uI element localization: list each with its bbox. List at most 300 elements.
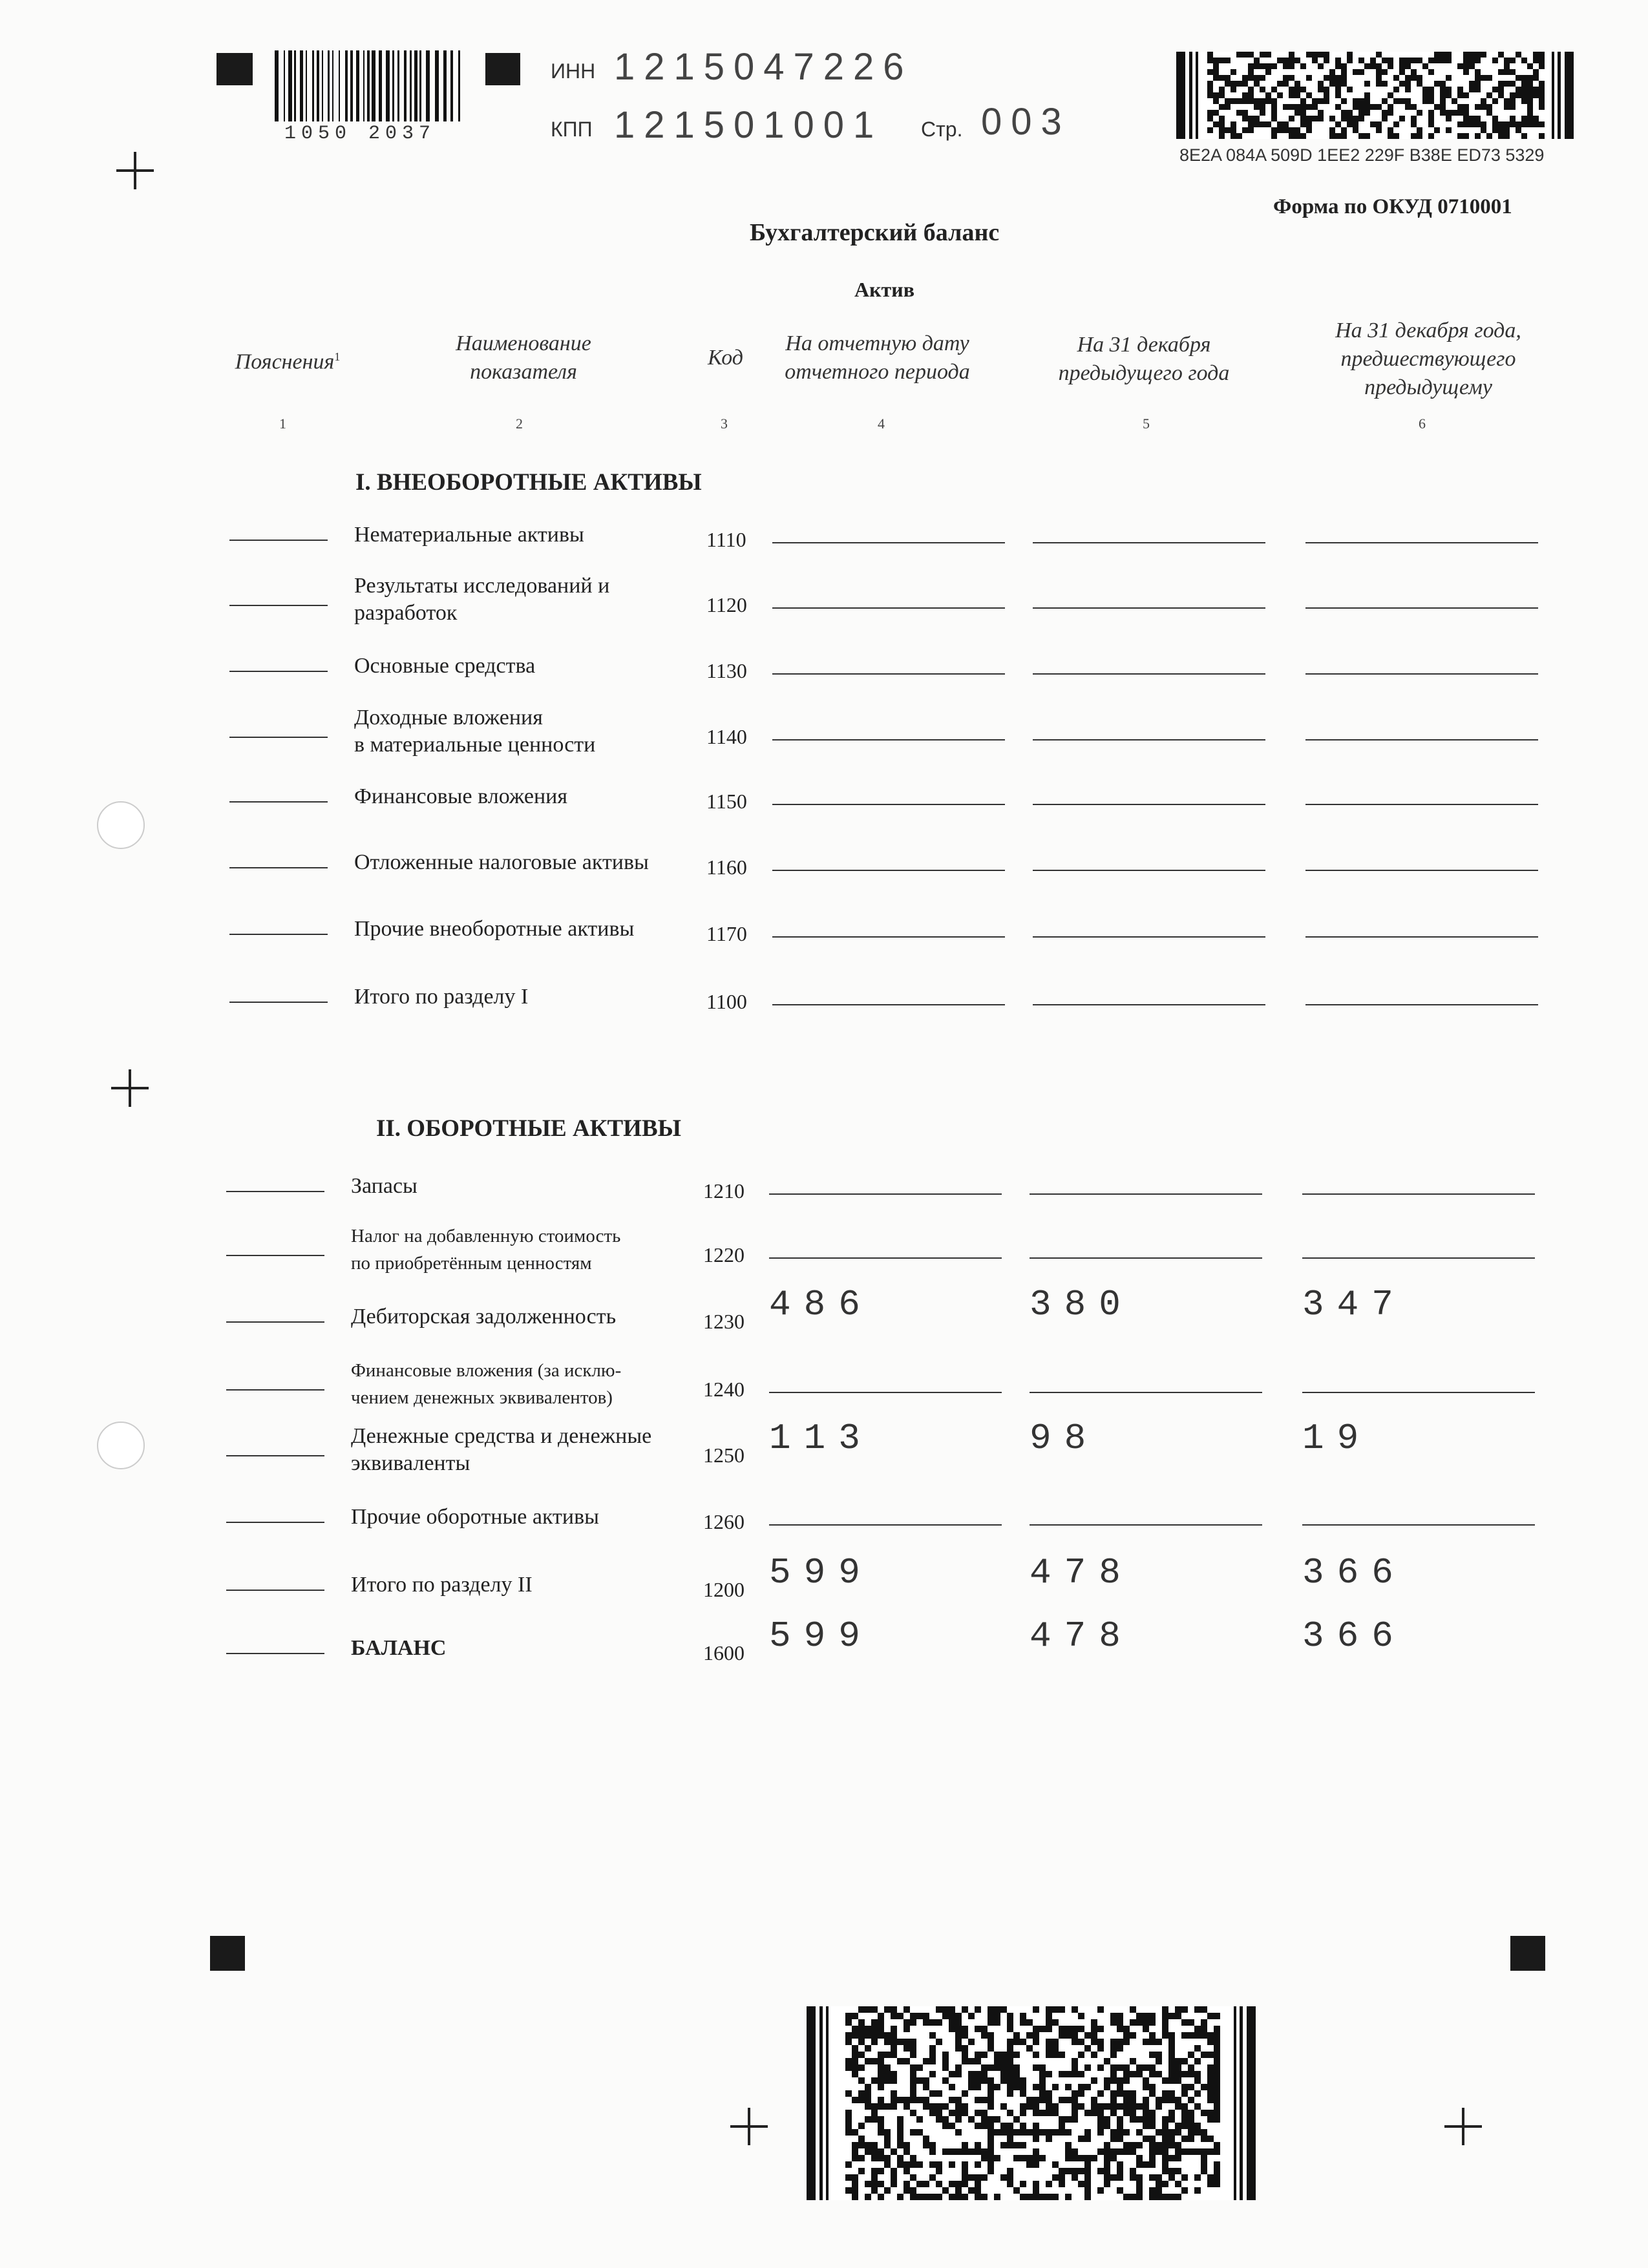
barcode-module bbox=[962, 2026, 968, 2032]
barcode-module bbox=[1072, 2006, 1078, 2013]
barcode-module bbox=[1097, 2039, 1104, 2045]
barcode-module bbox=[1376, 75, 1382, 81]
barcode-module bbox=[1388, 92, 1393, 98]
indicator-name-line1: Нематериальные активы bbox=[354, 523, 584, 547]
barcode-module bbox=[858, 2155, 865, 2161]
barcode-module bbox=[1078, 2136, 1084, 2142]
barcode-module bbox=[1300, 104, 1306, 110]
barcode-bar bbox=[322, 50, 323, 121]
barcode-module bbox=[845, 2090, 852, 2097]
indicator-name-line1: Доходные вложения bbox=[354, 706, 543, 730]
barcode-module bbox=[916, 2181, 923, 2187]
barcode-module bbox=[852, 2013, 858, 2019]
indicator-name-line1: Итого по разделу I bbox=[354, 985, 529, 1009]
barcode-module bbox=[1104, 2103, 1110, 2110]
barcode-module bbox=[981, 2077, 988, 2084]
barcode-module bbox=[1405, 87, 1411, 92]
barcode-module bbox=[1219, 92, 1225, 98]
barcode-module bbox=[845, 2013, 852, 2019]
barcode-module bbox=[1207, 2090, 1214, 2097]
barcode-module bbox=[865, 2097, 871, 2103]
barcode-module bbox=[975, 2174, 981, 2181]
barcode-module bbox=[975, 2148, 981, 2155]
barcode-module bbox=[1364, 81, 1370, 87]
barcode-module bbox=[1422, 63, 1428, 69]
barcode-module bbox=[981, 2110, 988, 2116]
barcode-module bbox=[1117, 2187, 1123, 2194]
barcode-module bbox=[1481, 75, 1486, 81]
barcode-module bbox=[1306, 121, 1312, 127]
barcode-module bbox=[1481, 121, 1486, 127]
barcode-module bbox=[903, 2103, 910, 2110]
matrix-barcode-bottom bbox=[807, 2006, 1256, 2200]
barcode-module bbox=[1123, 2148, 1130, 2155]
barcode-module bbox=[1201, 2136, 1207, 2142]
col-header-notes-text: Пояснения bbox=[235, 350, 335, 374]
barcode-module bbox=[891, 2032, 897, 2039]
barcode-module bbox=[1422, 98, 1428, 104]
barcode-module bbox=[1033, 2136, 1039, 2142]
col-header-notes bbox=[223, 342, 352, 376]
barcode-module bbox=[878, 2168, 884, 2174]
barcode-module bbox=[1188, 2032, 1194, 2039]
barcode-module bbox=[1533, 69, 1539, 75]
barcode-module bbox=[955, 2103, 962, 2110]
barcode-module bbox=[1516, 87, 1521, 92]
barcode-module bbox=[1248, 116, 1254, 121]
barcode-module bbox=[1271, 110, 1277, 116]
barcode-module bbox=[1046, 2181, 1052, 2187]
barcode-module bbox=[891, 2039, 897, 2045]
barcode-module bbox=[1399, 81, 1405, 87]
barcode-module bbox=[1388, 104, 1393, 110]
barcode-module bbox=[1225, 98, 1231, 104]
barcode-module bbox=[1000, 2058, 1007, 2064]
barcode-module bbox=[1156, 2148, 1162, 2155]
barcode-module bbox=[1168, 2116, 1175, 2123]
barcode-module bbox=[1130, 2090, 1136, 2097]
barcode-module bbox=[1181, 2090, 1188, 2097]
indicator-code: 1170 bbox=[706, 922, 747, 945]
barcode-module bbox=[865, 2116, 871, 2123]
barcode-module bbox=[975, 2071, 981, 2077]
barcode-bar bbox=[397, 50, 399, 121]
empty-value-line bbox=[1305, 870, 1538, 871]
barcode-module bbox=[1059, 2116, 1065, 2123]
barcode-module bbox=[1013, 2052, 1020, 2058]
barcode-module bbox=[1033, 2194, 1039, 2200]
barcode-module bbox=[1533, 92, 1539, 98]
indicator-name-line1: Дебиторская задолженность bbox=[351, 1305, 617, 1328]
barcode-module bbox=[1527, 110, 1533, 116]
barcode-module bbox=[1382, 116, 1388, 121]
empty-value-line bbox=[1030, 1392, 1262, 1393]
col-header-name bbox=[414, 330, 633, 386]
barcode-module bbox=[1000, 2103, 1007, 2110]
barcode-module bbox=[910, 2052, 916, 2058]
barcode-module bbox=[1347, 87, 1353, 92]
barcode-module bbox=[1110, 2045, 1117, 2052]
barcode-module bbox=[1463, 92, 1469, 98]
barcode-module bbox=[1007, 2174, 1013, 2181]
barcode-module bbox=[1013, 2116, 1020, 2123]
barcode-module bbox=[1393, 133, 1399, 139]
barcode-module bbox=[1533, 121, 1539, 127]
barcode-module bbox=[1052, 2174, 1059, 2181]
barcode-module bbox=[1065, 2116, 1072, 2123]
barcode-module bbox=[1039, 2110, 1046, 2116]
barcode-module bbox=[1242, 127, 1248, 133]
barcode-module bbox=[1052, 2194, 1059, 2200]
indicator-name-line2: чением денежных эквивалентов) bbox=[351, 1387, 613, 1408]
barcode-module bbox=[1498, 121, 1504, 127]
barcode-module bbox=[955, 2148, 962, 2155]
barcode-module bbox=[1335, 87, 1341, 92]
barcode-module bbox=[1117, 2013, 1123, 2019]
barcode-module bbox=[962, 2103, 968, 2110]
barcode-module bbox=[1007, 2039, 1013, 2045]
col-header-code bbox=[695, 344, 756, 372]
barcode-module bbox=[1475, 75, 1481, 81]
barcode-module bbox=[865, 2045, 871, 2052]
barcode-module bbox=[1149, 2187, 1156, 2194]
barcode-module bbox=[1434, 127, 1440, 133]
barcode-module bbox=[1104, 2123, 1110, 2129]
barcode-module bbox=[1417, 133, 1422, 139]
barcode-module bbox=[1072, 2148, 1078, 2155]
barcode-module bbox=[1492, 87, 1498, 92]
empty-value-line bbox=[1033, 1004, 1265, 1005]
barcode-module bbox=[897, 2155, 903, 2161]
barcode-module bbox=[1516, 92, 1521, 98]
barcode-module bbox=[1265, 69, 1271, 75]
barcode-module bbox=[1219, 116, 1225, 121]
barcode-module bbox=[942, 2006, 949, 2013]
barcode-module bbox=[1440, 92, 1446, 98]
barcode-module bbox=[1143, 2064, 1149, 2071]
barcode-module bbox=[994, 2084, 1000, 2090]
barcode-module bbox=[1260, 121, 1265, 127]
barcode-module bbox=[891, 2097, 897, 2103]
barcode-module bbox=[1533, 52, 1539, 58]
col-header-prevprev-l3: предыдущему bbox=[1364, 375, 1492, 399]
barcode-module bbox=[1168, 2174, 1175, 2181]
barcode-module bbox=[1020, 2090, 1026, 2097]
empty-value-line bbox=[1305, 936, 1538, 938]
barcode-module bbox=[1521, 121, 1527, 127]
barcode-module bbox=[1156, 2103, 1162, 2110]
barcode-module bbox=[1405, 58, 1411, 63]
barcode-module bbox=[1020, 2013, 1026, 2019]
empty-value-line bbox=[772, 936, 1005, 938]
barcode-module bbox=[968, 2174, 975, 2181]
barcode-module bbox=[1162, 2168, 1168, 2174]
barcode-module bbox=[916, 2116, 923, 2123]
barcode-guard-bar bbox=[1196, 52, 1198, 139]
barcode-module bbox=[1335, 133, 1341, 139]
barcode-module bbox=[1143, 2110, 1149, 2116]
barcode-module bbox=[1130, 2103, 1136, 2110]
barcode-module bbox=[955, 2071, 962, 2077]
barcode-module bbox=[1324, 75, 1329, 81]
kpp-value: 121501001 bbox=[614, 104, 883, 146]
barcode-module bbox=[1026, 2194, 1033, 2200]
barcode-module bbox=[1072, 2090, 1078, 2097]
barcode-module bbox=[865, 2142, 871, 2148]
barcode-module bbox=[1110, 2077, 1117, 2084]
barcode-module bbox=[1504, 81, 1510, 87]
barcode-module bbox=[1521, 133, 1527, 139]
barcode-module bbox=[1143, 2136, 1149, 2142]
barcode-module bbox=[1214, 2077, 1220, 2084]
barcode-module bbox=[1007, 2013, 1013, 2019]
barcode-module bbox=[1254, 104, 1260, 110]
empty-value-line bbox=[769, 1193, 1002, 1195]
barcode-module bbox=[1052, 2039, 1059, 2045]
barcode-module bbox=[903, 2039, 910, 2045]
barcode-module bbox=[1236, 98, 1242, 104]
barcode-module bbox=[1399, 58, 1405, 63]
barcode-guard-bar bbox=[1565, 52, 1574, 139]
barcode-module bbox=[1084, 2032, 1091, 2039]
barcode-module bbox=[1370, 63, 1376, 69]
barcode-module bbox=[1283, 121, 1289, 127]
barcode-module bbox=[1162, 2019, 1168, 2026]
col-number-2: 2 bbox=[516, 415, 523, 432]
barcode-module bbox=[1156, 2058, 1162, 2064]
barcode-module bbox=[1347, 52, 1353, 58]
barcode-module bbox=[1353, 98, 1358, 104]
barcode-module bbox=[1388, 63, 1393, 69]
barcode-module bbox=[1364, 98, 1370, 104]
barcode-module bbox=[1078, 2071, 1084, 2077]
barcode-module bbox=[871, 2110, 878, 2116]
barcode-module bbox=[1358, 98, 1364, 104]
barcode-module bbox=[1422, 87, 1428, 92]
barcode-module bbox=[1188, 2110, 1194, 2116]
barcode-module bbox=[1104, 2142, 1110, 2148]
barcode-module bbox=[1516, 52, 1521, 58]
barcode-module bbox=[1521, 92, 1527, 98]
barcode-module bbox=[923, 2181, 929, 2187]
barcode-module bbox=[1065, 2168, 1072, 2174]
barcode-module bbox=[1446, 116, 1452, 121]
empty-value-line bbox=[1305, 804, 1538, 805]
barcode-module bbox=[878, 2019, 884, 2026]
kpp-label: КПП bbox=[551, 118, 593, 141]
barcode-module bbox=[1039, 2064, 1046, 2071]
matrix-barcode-top bbox=[1176, 52, 1574, 139]
barcode-module bbox=[1434, 52, 1440, 58]
barcode-module bbox=[1527, 87, 1533, 92]
barcode-module bbox=[1007, 2090, 1013, 2097]
barcode-module bbox=[1007, 2084, 1013, 2090]
barcode-module bbox=[1207, 2148, 1214, 2155]
barcode-module bbox=[1452, 110, 1457, 116]
barcode-module bbox=[1020, 2181, 1026, 2187]
value-v6: 366 bbox=[1302, 1615, 1406, 1657]
barcode-module bbox=[1013, 2032, 1020, 2039]
barcode-module bbox=[1059, 2052, 1065, 2058]
barcode-module bbox=[1149, 2136, 1156, 2142]
barcode-bar bbox=[363, 50, 364, 121]
barcode-module bbox=[1026, 2129, 1033, 2136]
empty-value-line bbox=[1033, 739, 1265, 740]
barcode-module bbox=[929, 2142, 936, 2148]
col-header-current bbox=[763, 330, 992, 386]
notes-blank bbox=[229, 540, 328, 541]
barcode-module bbox=[858, 2142, 865, 2148]
barcode-module bbox=[1181, 2187, 1188, 2194]
barcode-module bbox=[1046, 2129, 1052, 2136]
barcode-module bbox=[1046, 2013, 1052, 2019]
barcode-module bbox=[1026, 2155, 1033, 2161]
barcode-module bbox=[1117, 2039, 1123, 2045]
barcode-module bbox=[1072, 2071, 1078, 2077]
barcode-module bbox=[1084, 2129, 1091, 2136]
barcode-module bbox=[1510, 81, 1516, 87]
barcode-module bbox=[1162, 2161, 1168, 2168]
barcode-module bbox=[1091, 2103, 1097, 2110]
barcode-module bbox=[1117, 2168, 1123, 2174]
barcode-module bbox=[1136, 2161, 1143, 2168]
barcode-module bbox=[1289, 75, 1294, 81]
barcode-module bbox=[1084, 2110, 1091, 2116]
barcode-module bbox=[1078, 2168, 1084, 2174]
barcode-module bbox=[1188, 2116, 1194, 2123]
barcode-module bbox=[1104, 2084, 1110, 2090]
barcode-module bbox=[1434, 58, 1440, 63]
barcode-module bbox=[936, 2019, 942, 2026]
barcode-module bbox=[1026, 2032, 1033, 2039]
barcode-module bbox=[1149, 2032, 1156, 2039]
barcode-module bbox=[1149, 2155, 1156, 2161]
barcode-module bbox=[955, 2039, 962, 2045]
barcode-module bbox=[1539, 104, 1545, 110]
barcode-module bbox=[884, 2161, 891, 2168]
barcode-module bbox=[1194, 2148, 1201, 2155]
barcode-module bbox=[1065, 2026, 1072, 2032]
indicator-name-line1: Прочие внеоборотные активы bbox=[354, 917, 635, 941]
barcode-module bbox=[1254, 75, 1260, 81]
barcode-module bbox=[1388, 110, 1393, 116]
barcode-module bbox=[910, 2129, 916, 2136]
barcode-module bbox=[1527, 98, 1533, 104]
barcode-module bbox=[1214, 2071, 1220, 2077]
barcode-module bbox=[962, 2142, 968, 2148]
barcode-module bbox=[1242, 52, 1248, 58]
barcode-module bbox=[1033, 2052, 1039, 2058]
barcode-module bbox=[1236, 110, 1242, 116]
barcode-module bbox=[975, 2194, 981, 2200]
barcode-module bbox=[1175, 2155, 1181, 2161]
barcode-module bbox=[1347, 110, 1353, 116]
barcode-module bbox=[936, 2039, 942, 2045]
barcode-module bbox=[1225, 58, 1231, 63]
barcode-guard-bar bbox=[807, 2006, 816, 2200]
barcode-module bbox=[897, 2161, 903, 2168]
barcode-module bbox=[968, 2058, 975, 2064]
empty-value-line bbox=[1305, 1004, 1538, 1005]
barcode-module bbox=[994, 2116, 1000, 2123]
barcode-module bbox=[955, 2129, 962, 2136]
barcode-module bbox=[1475, 52, 1481, 58]
barcode-module bbox=[910, 2071, 916, 2077]
barcode-module bbox=[1214, 2097, 1220, 2103]
barcode-module bbox=[1156, 2039, 1162, 2045]
barcode-module bbox=[1347, 116, 1353, 121]
barcode-module bbox=[1143, 2084, 1149, 2090]
barcode-module bbox=[1527, 81, 1533, 87]
barcode-module bbox=[1300, 110, 1306, 116]
barcode-module bbox=[871, 2155, 878, 2161]
barcode-module bbox=[1046, 2090, 1052, 2097]
barcode-module bbox=[1236, 81, 1242, 87]
barcode-module bbox=[1312, 98, 1318, 104]
barcode-module bbox=[1347, 58, 1353, 63]
barcode-module bbox=[1411, 69, 1417, 75]
barcode-module bbox=[1007, 2052, 1013, 2058]
barcode-module bbox=[1104, 2148, 1110, 2155]
indicator-code: 1100 bbox=[706, 990, 747, 1013]
barcode-module bbox=[1175, 2006, 1181, 2013]
barcode-module bbox=[936, 2103, 942, 2110]
barcode-module bbox=[929, 2194, 936, 2200]
barcode-module bbox=[1207, 110, 1213, 116]
notes-blank bbox=[226, 1653, 324, 1654]
indicator-code: 1150 bbox=[706, 790, 747, 813]
barcode-module bbox=[1213, 75, 1219, 81]
barcode-module bbox=[949, 2110, 955, 2116]
barcode-bar bbox=[379, 50, 382, 121]
barcode-module bbox=[1260, 52, 1265, 58]
barcode-module bbox=[1254, 81, 1260, 87]
barcode-module bbox=[1417, 81, 1422, 87]
barcode-module bbox=[1289, 133, 1294, 139]
barcode-module bbox=[1168, 2168, 1175, 2174]
empty-value-line bbox=[772, 673, 1005, 675]
barcode-module bbox=[1289, 104, 1294, 110]
barcode-module bbox=[1353, 121, 1358, 127]
barcode-module bbox=[1097, 2006, 1104, 2013]
barcode-module bbox=[1428, 110, 1434, 116]
barcode-module bbox=[1065, 2084, 1072, 2090]
barcode-module bbox=[897, 2013, 903, 2019]
barcode-module bbox=[910, 2187, 916, 2194]
barcode-module bbox=[1046, 2110, 1052, 2116]
barcode-module bbox=[929, 2148, 936, 2155]
barcode-module bbox=[981, 2194, 988, 2200]
empty-value-line bbox=[1302, 1524, 1535, 1526]
indicator-code: 1130 bbox=[706, 659, 747, 682]
barcode-module bbox=[1201, 2110, 1207, 2116]
barcode-module bbox=[1498, 69, 1504, 75]
barcode-module bbox=[1104, 2116, 1110, 2123]
notes-blank bbox=[226, 1590, 324, 1591]
barcode-module bbox=[1207, 2077, 1214, 2084]
barcode-module bbox=[916, 2077, 923, 2084]
barcode-module bbox=[1072, 2064, 1078, 2071]
barcode-module bbox=[1046, 2019, 1052, 2026]
barcode-module bbox=[1039, 2084, 1046, 2090]
barcode-bar bbox=[345, 50, 348, 121]
barcode-module bbox=[981, 2148, 988, 2155]
barcode-module bbox=[1254, 121, 1260, 127]
barcode-guard-bar bbox=[1558, 52, 1561, 139]
barcode-module bbox=[942, 2077, 949, 2084]
barcode-bar bbox=[300, 50, 303, 121]
col-header-name-l2: показателя bbox=[470, 360, 577, 384]
